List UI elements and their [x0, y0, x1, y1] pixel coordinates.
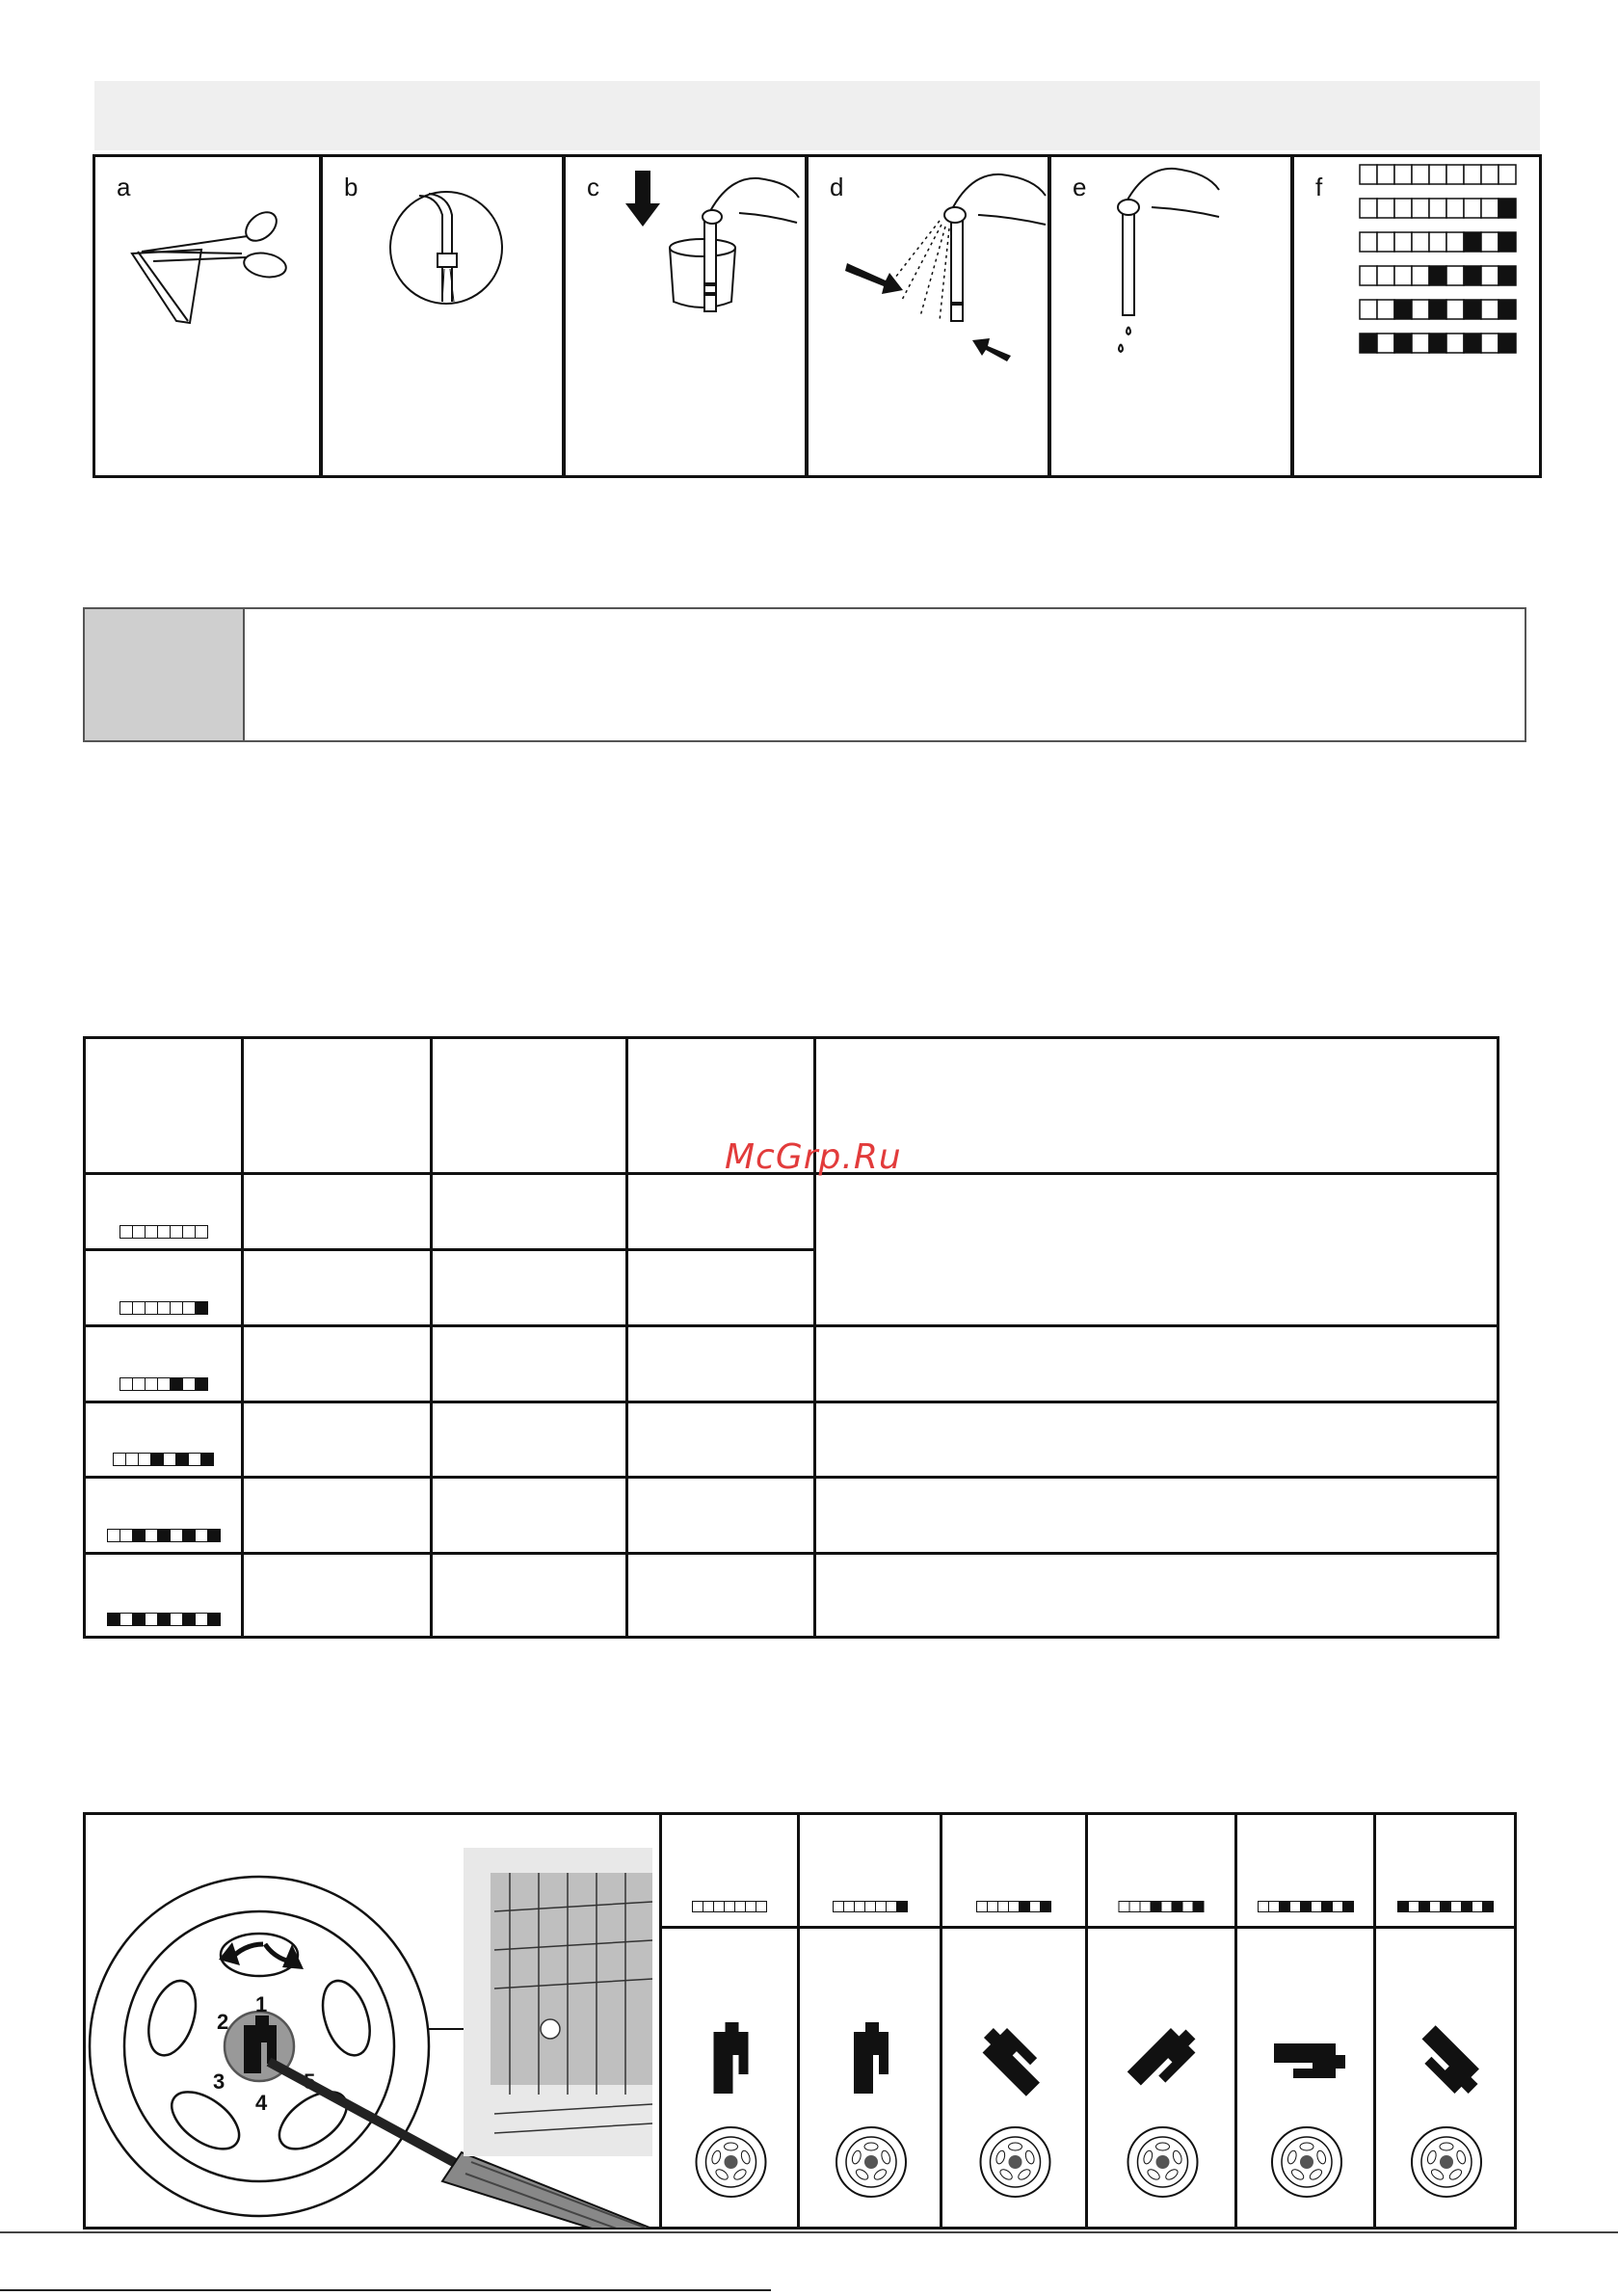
strip-square-empty	[146, 1302, 158, 1314]
strip-square	[1464, 232, 1481, 252]
dial-slot	[162, 2081, 250, 2161]
strip-square-filled	[1194, 1902, 1204, 1911]
strip-square-filled	[201, 1454, 213, 1465]
strip-square-empty	[126, 1454, 139, 1465]
strip-square-empty	[196, 1530, 208, 1541]
setting-column	[797, 1815, 940, 2227]
strip-square-filled	[1419, 1902, 1430, 1911]
strip-square-empty	[1120, 1902, 1130, 1911]
strip-square-empty	[735, 1902, 746, 1911]
dishwasher-icon	[464, 1848, 652, 2156]
test-strip	[119, 1225, 208, 1239]
strip-square	[1499, 334, 1516, 353]
dial-number-2: 2	[217, 2010, 229, 2034]
info-box	[83, 607, 1526, 742]
strip-square	[1481, 300, 1499, 319]
strip-square-empty	[1162, 1902, 1173, 1911]
watermark: McGrp.Ru	[725, 1137, 902, 1177]
strip-square	[1429, 165, 1446, 184]
strip-square	[1429, 334, 1446, 353]
step-letter-e: e	[1073, 173, 1087, 201]
test-strip	[1258, 1901, 1354, 1912]
strip-square-empty	[171, 1614, 183, 1625]
mini-dial-slot	[1440, 2143, 1453, 2150]
setting-header	[942, 1815, 1085, 1929]
strip-square-empty	[183, 1378, 196, 1390]
table-row	[85, 1325, 1499, 1402]
strip-square	[1499, 165, 1516, 184]
strip-square-filled	[171, 1378, 183, 1390]
strip-square-empty	[746, 1902, 756, 1911]
mini-dial-hub	[725, 2155, 738, 2169]
strip-square	[1394, 232, 1412, 252]
setting-column	[1085, 1815, 1234, 2227]
footer-rule	[0, 2289, 771, 2291]
strip-square-empty	[1312, 1902, 1322, 1911]
step-letter-f: f	[1315, 173, 1323, 201]
table-row	[85, 1402, 1499, 1478]
header-cell	[432, 1038, 627, 1174]
strip-square-empty	[1451, 1902, 1462, 1911]
strip-square-empty	[133, 1302, 146, 1314]
strip-square-empty	[183, 1226, 196, 1238]
strip-square-empty	[183, 1302, 196, 1314]
test-strip	[107, 1529, 221, 1542]
strip-square	[1499, 199, 1516, 218]
strip-square-empty	[120, 1302, 133, 1314]
test-strip	[119, 1301, 208, 1315]
setting-header	[1376, 1815, 1514, 1929]
strip-square-filled	[1020, 1902, 1030, 1911]
strip-square	[1394, 266, 1412, 285]
strip-square-empty	[725, 1902, 735, 1911]
strip-square-filled	[158, 1530, 171, 1541]
strip-square-empty	[988, 1902, 998, 1911]
setting-column	[659, 1815, 797, 2227]
test-strip	[113, 1453, 214, 1466]
setting-column	[1234, 1815, 1373, 2227]
setting-column	[940, 1815, 1085, 2227]
dial-position-icon	[1088, 1926, 1237, 2225]
dip-strip-icon	[566, 157, 810, 475]
strip-square	[1394, 334, 1412, 353]
strip-square	[1481, 334, 1499, 353]
test-strip	[1397, 1901, 1494, 1912]
strip-square	[1464, 266, 1481, 285]
strip-square-empty	[171, 1530, 183, 1541]
page-divider	[0, 2231, 1618, 2233]
step-letter-b: b	[344, 173, 358, 201]
strip-square	[1394, 300, 1412, 319]
strip-square-empty	[133, 1226, 146, 1238]
hold-strip-icon	[1051, 157, 1296, 475]
step-letter-c: c	[587, 173, 599, 201]
strip-square-empty	[164, 1454, 176, 1465]
step-panel-a	[93, 154, 322, 478]
mini-dial-hub	[864, 2155, 878, 2169]
strip-square-empty	[139, 1454, 151, 1465]
key-icon	[1274, 2043, 1345, 2078]
strip-square-empty	[171, 1226, 183, 1238]
strip-square-filled	[1462, 1902, 1472, 1911]
strip-square	[1377, 165, 1394, 184]
strip-square-empty	[1183, 1902, 1194, 1911]
strip-square-empty	[108, 1530, 120, 1541]
setting-header	[1088, 1815, 1234, 1929]
strip-square-filled	[1322, 1902, 1333, 1911]
strip-square-empty	[1472, 1902, 1483, 1911]
strip-square-filled	[196, 1378, 207, 1390]
result-strips-icon	[1294, 157, 1545, 475]
strip-square-empty	[133, 1378, 146, 1390]
test-strip	[692, 1901, 767, 1912]
strip-square-empty	[1009, 1902, 1020, 1911]
mini-dial-slot	[1300, 2143, 1313, 2150]
strip-square	[1377, 199, 1394, 218]
strip-square	[1446, 165, 1464, 184]
strip-square	[1412, 300, 1429, 319]
strip-square-empty	[120, 1530, 133, 1541]
strip-square-empty	[1430, 1902, 1441, 1911]
dial-position-icon	[1376, 1926, 1517, 2225]
strip-square-empty	[146, 1226, 158, 1238]
strip-square-empty	[171, 1302, 183, 1314]
strip-square-filled	[158, 1614, 171, 1625]
strip-square	[1464, 199, 1481, 218]
strip-square-empty	[998, 1902, 1009, 1911]
header-cell	[815, 1038, 1499, 1174]
step-panel-e	[1048, 154, 1293, 478]
strip-square	[1481, 199, 1499, 218]
strip-square	[1360, 165, 1377, 184]
mini-dial-hub	[1156, 2155, 1170, 2169]
dial-number-4: 4	[255, 2091, 268, 2115]
strip-square-empty	[1030, 1902, 1041, 1911]
strip-square-filled	[1398, 1902, 1409, 1911]
header-banner	[94, 81, 1540, 150]
strip-square	[1464, 165, 1481, 184]
strip-square-empty	[714, 1902, 725, 1911]
strip-square-filled	[1280, 1902, 1290, 1911]
strip-square-empty	[1269, 1902, 1280, 1911]
strip-square	[1464, 334, 1481, 353]
mini-dial-slot	[1009, 2143, 1022, 2150]
strip-square-filled	[1301, 1902, 1312, 1911]
hardness-table	[83, 1036, 1499, 1639]
key-icon	[1411, 2025, 1486, 2100]
strip-square	[1360, 232, 1377, 252]
strip-square	[1429, 232, 1446, 252]
strip-square	[1360, 300, 1377, 319]
water-tap-icon	[323, 157, 568, 475]
strip-square-empty	[693, 1902, 703, 1911]
mini-dial-slot	[725, 2143, 738, 2150]
mini-dial-hub	[1300, 2155, 1313, 2169]
strip-square-empty	[114, 1454, 126, 1465]
test-strip	[1119, 1901, 1205, 1912]
strip-square-empty	[1333, 1902, 1343, 1911]
key-icon	[1127, 2021, 1203, 2096]
strip-square	[1394, 199, 1412, 218]
strip-square	[1377, 334, 1394, 353]
test-strip	[107, 1613, 221, 1626]
strip-square-filled	[133, 1530, 146, 1541]
shake-strip-icon	[809, 157, 1053, 475]
strip-square	[1360, 266, 1377, 285]
dial-position-icon	[662, 1926, 800, 2225]
strip-square-empty	[865, 1902, 876, 1911]
strip-square-empty	[876, 1902, 887, 1911]
strip-square	[1429, 300, 1446, 319]
strip-square-filled	[183, 1614, 196, 1625]
scissors-icon	[95, 157, 325, 475]
strip-square-empty	[146, 1530, 158, 1541]
strip-square	[1481, 266, 1499, 285]
strip-square-empty	[120, 1226, 133, 1238]
strip-square	[1377, 232, 1394, 252]
mini-dial-slot	[1156, 2143, 1170, 2150]
strip-square-filled	[1343, 1902, 1353, 1911]
strip-square-filled	[151, 1454, 164, 1465]
dial-position-icon	[942, 1926, 1088, 2225]
strip-square	[1360, 199, 1377, 218]
mini-dial-hub	[1440, 2155, 1453, 2169]
strip-square-empty	[1290, 1902, 1301, 1911]
strip-square	[1446, 232, 1464, 252]
merged-cell	[815, 1174, 1499, 1326]
strip-square-empty	[1259, 1902, 1269, 1911]
strip-square	[1481, 165, 1499, 184]
strip-square	[1412, 199, 1429, 218]
strip-square-empty	[1130, 1902, 1141, 1911]
step-panel-c	[563, 154, 808, 478]
strip-square-empty	[196, 1614, 208, 1625]
header-cell	[85, 1038, 243, 1174]
table-row	[85, 1478, 1499, 1554]
strip-square-filled	[108, 1614, 120, 1625]
dial-number-3: 3	[213, 2069, 225, 2094]
strip-square	[1412, 334, 1429, 353]
strip-square	[1412, 165, 1429, 184]
strip-square	[1446, 334, 1464, 353]
strip-square	[1412, 232, 1429, 252]
strip-square-empty	[844, 1902, 855, 1911]
strip-square-filled	[1041, 1902, 1050, 1911]
test-strip	[833, 1901, 908, 1912]
key-icon	[975, 2021, 1050, 2096]
step-letter-a: a	[117, 173, 131, 201]
dial-position-icon	[1237, 1926, 1376, 2225]
key-icon	[714, 2022, 749, 2094]
strip-square	[1464, 300, 1481, 319]
header-cell	[243, 1038, 432, 1174]
setting-header	[800, 1815, 940, 1929]
dial-position-icon	[800, 1926, 942, 2225]
table-row	[85, 1554, 1499, 1638]
strip-square-filled	[208, 1530, 220, 1541]
strip-square-empty	[756, 1902, 766, 1911]
dial-illustration	[86, 1815, 654, 2228]
strip-square	[1412, 266, 1429, 285]
setting-column	[1373, 1815, 1514, 2227]
mini-dial-hub	[1009, 2155, 1022, 2169]
step-panel-d	[806, 154, 1050, 478]
strip-square	[1377, 300, 1394, 319]
strip-square	[1394, 165, 1412, 184]
strip-square	[1446, 199, 1464, 218]
strip-square	[1499, 232, 1516, 252]
strip-square	[1429, 199, 1446, 218]
strip-square-empty	[120, 1378, 133, 1390]
strip-square-filled	[196, 1302, 207, 1314]
strip-square-empty	[146, 1614, 158, 1625]
strip-square-filled	[1483, 1902, 1493, 1911]
strip-square-empty	[977, 1902, 988, 1911]
key-icon	[854, 2022, 889, 2094]
test-strip	[976, 1901, 1051, 1912]
strip-square	[1481, 232, 1499, 252]
strip-square-filled	[1441, 1902, 1451, 1911]
strip-square-empty	[158, 1302, 171, 1314]
strip-square-empty	[196, 1226, 207, 1238]
strip-square-empty	[146, 1378, 158, 1390]
table-row	[85, 1174, 1499, 1250]
strip-square-empty	[120, 1614, 133, 1625]
strip-square-empty	[834, 1902, 844, 1911]
strip-square	[1360, 334, 1377, 353]
strip-square-empty	[189, 1454, 201, 1465]
strip-square	[1499, 300, 1516, 319]
setting-header	[1237, 1815, 1373, 1929]
strip-square-filled	[1152, 1902, 1162, 1911]
step-panel-b	[320, 154, 565, 478]
strip-square-empty	[1141, 1902, 1152, 1911]
strip-square-empty	[1409, 1902, 1419, 1911]
softener-settings-panel	[83, 1812, 1517, 2229]
strip-square-filled	[208, 1614, 220, 1625]
dial-number-1: 1	[255, 1992, 268, 2016]
strip-square	[1446, 300, 1464, 319]
strip-square-filled	[133, 1614, 146, 1625]
strip-square	[1446, 266, 1464, 285]
strip-square	[1377, 266, 1394, 285]
strip-square-empty	[703, 1902, 714, 1911]
mini-dial-slot	[864, 2143, 878, 2150]
dial-slot	[140, 1975, 204, 2062]
strip-square-empty	[158, 1378, 171, 1390]
strip-square	[1499, 266, 1516, 285]
step-letter-d: d	[830, 173, 844, 201]
setting-header	[662, 1815, 797, 1929]
strip-square-empty	[158, 1226, 171, 1238]
strip-square	[1429, 266, 1446, 285]
dial-slot	[314, 1975, 379, 2062]
step-panel-f	[1291, 154, 1542, 478]
strip-square-filled	[1173, 1902, 1183, 1911]
strip-square-empty	[887, 1902, 897, 1911]
strip-square-filled	[176, 1454, 189, 1465]
strip-square-filled	[183, 1530, 196, 1541]
test-strip	[119, 1377, 208, 1391]
strip-square-filled	[897, 1902, 907, 1911]
strip-square-empty	[855, 1902, 865, 1911]
info-box-marker	[85, 609, 245, 740]
